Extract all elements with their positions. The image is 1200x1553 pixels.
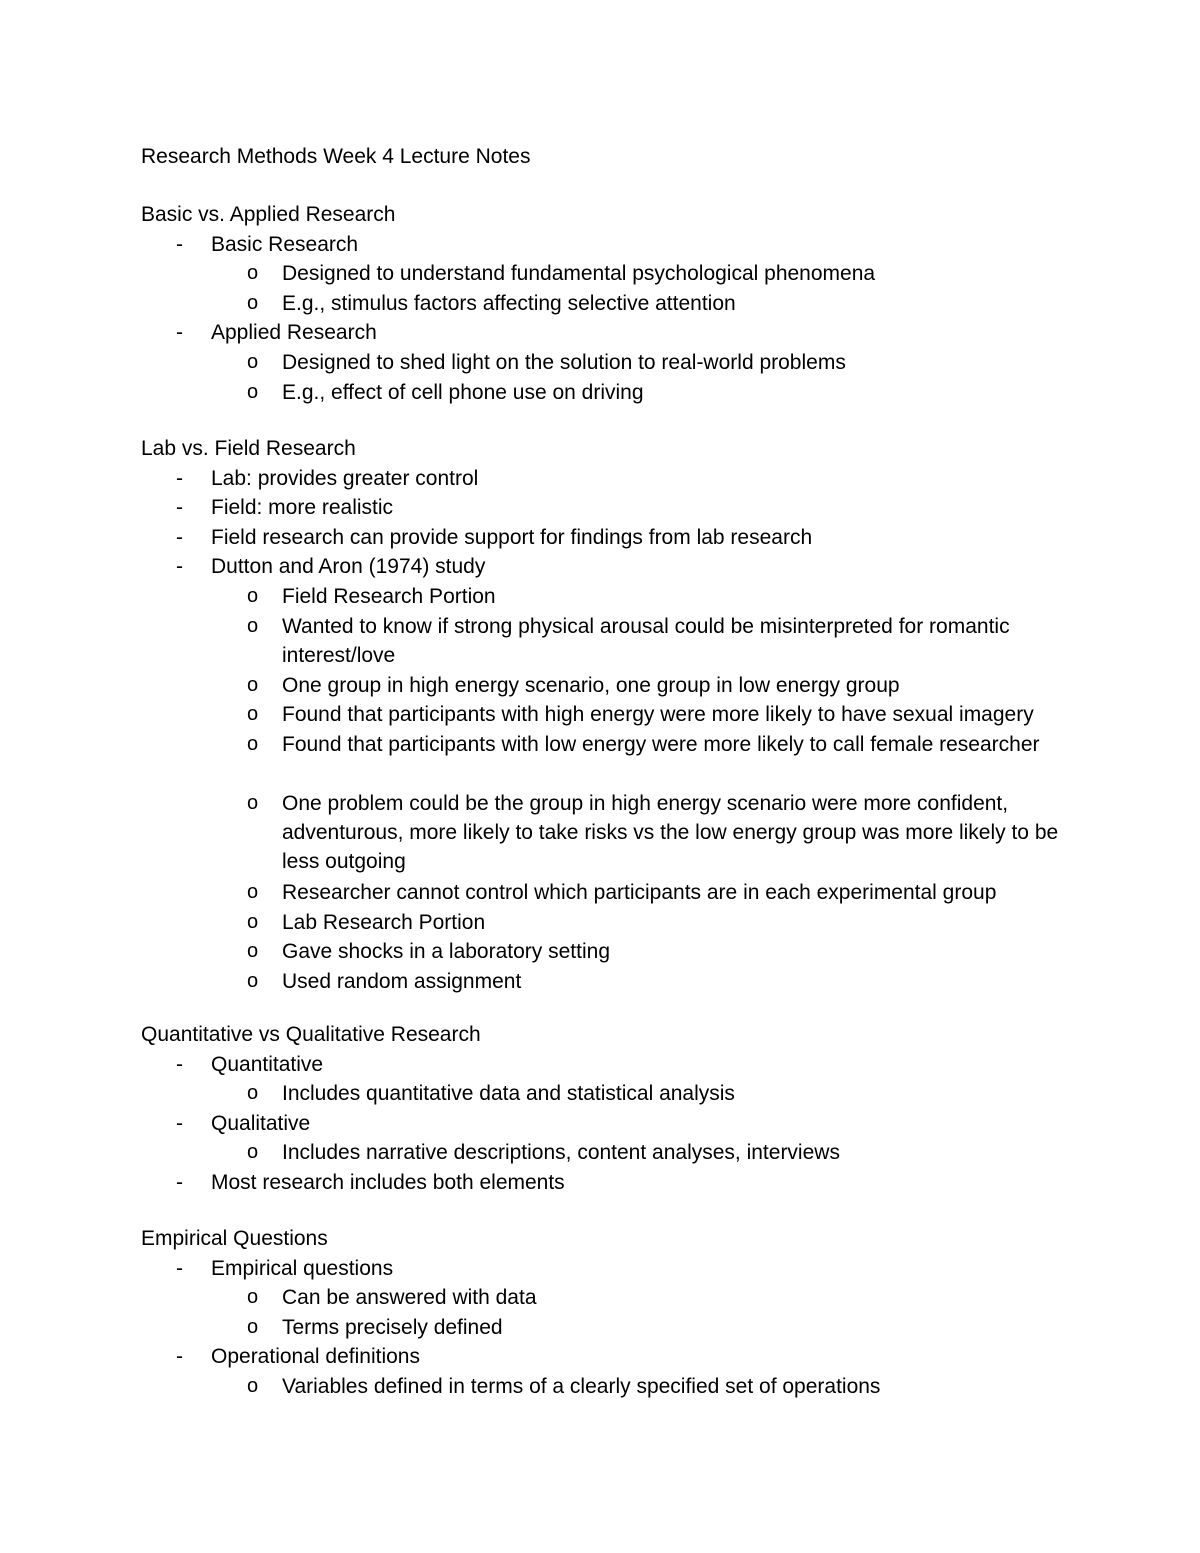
bullet-marker: o	[247, 262, 259, 285]
sub-list-item-text: Found that participants with low energy were more likely to call female researcher	[282, 733, 1040, 756]
section-heading: Quantitative vs Qualitative Research	[141, 1023, 481, 1046]
dash-marker: -	[176, 321, 183, 345]
sub-list-item-text: E.g., effect of cell phone use on driving	[282, 380, 644, 404]
bullet-marker: o	[247, 733, 259, 755]
list-item-text: Lab: provides greater control	[211, 466, 479, 490]
dash-marker: -	[176, 1345, 183, 1369]
sub-list-item-text: Terms precisely defined	[282, 1315, 503, 1339]
bullet-marker: o	[247, 910, 259, 933]
bullet-marker: o	[247, 673, 259, 696]
bullet-marker: o	[247, 1375, 259, 1397]
sub-list-item-text: Includes quantitative data and statistical analysis	[282, 1082, 735, 1106]
sub-list-item-text: Gave shocks in a laboratory setting	[282, 940, 611, 964]
dash-marker: -	[176, 1052, 183, 1076]
document-title: Research Methods Week 4 Lecture Notes	[141, 145, 531, 168]
sub-list-item-text: Researcher cannot control which participants are in each experimental group	[282, 881, 997, 904]
dash-marker: -	[176, 555, 183, 579]
sub-list-item-text: Designed to shed light on the solution to real-world problems	[282, 351, 846, 374]
list-item-text: Most research includes both elements	[211, 1171, 565, 1194]
bullet-marker: o	[247, 940, 259, 963]
sub-list-item-text: Wanted to know if strong physical arousal could be misinterpreted for romantic interest/love	[282, 614, 1010, 667]
list-item-text: Field: more realistic	[211, 496, 394, 520]
list-item-text: Qualitative	[211, 1111, 311, 1135]
section-heading: Empirical Questions	[141, 1227, 328, 1250]
list-item-text: Operational definitions	[211, 1345, 420, 1369]
dash-marker: -	[176, 1111, 183, 1135]
dash-marker: -	[176, 1171, 183, 1194]
sub-list-item-text: Variables defined in terms of a clearly specified set of operations	[282, 1375, 881, 1398]
dash-marker: -	[176, 232, 183, 256]
section-heading: Lab vs. Field Research	[141, 437, 356, 460]
sub-list-item-text: Used random assignment	[282, 969, 522, 993]
sub-list-item-text: One problem could be the group in high energy scenario were more confident, adventurous, more likely to take risks vs the low energy group was more likely to be less outgoing	[282, 792, 1059, 874]
list-item-text: Field research can provide support for findings from lab research	[211, 525, 813, 549]
bullet-marker: o	[247, 792, 259, 815]
bullet-marker: o	[247, 380, 259, 403]
dash-marker: -	[176, 466, 183, 490]
sub-list-item-text: Includes narrative descriptions, content analyses, interviews	[282, 1141, 840, 1165]
dash-marker: -	[176, 525, 183, 549]
dash-marker: -	[176, 496, 183, 520]
sub-list-item-text: Lab Research Portion	[282, 910, 486, 934]
bullet-marker: o	[247, 703, 259, 726]
sub-list-item-text: E.g., stimulus factors affecting selective attention	[282, 291, 736, 315]
sub-list-item-text: Can be answered with data	[282, 1286, 537, 1310]
list-item-text: Empirical questions	[211, 1256, 394, 1280]
bullet-marker: o	[247, 969, 259, 992]
list-item-text: Dutton and Aron (1974) study	[211, 555, 486, 579]
bullet-marker: o	[247, 1141, 259, 1164]
sub-list-item-text: Field Research Portion	[282, 585, 496, 608]
bullet-marker: o	[247, 291, 259, 314]
list-item-text: Applied Research	[211, 321, 377, 345]
sub-list-item-text: One group in high energy scenario, one group in low energy group	[282, 673, 900, 697]
dash-marker: -	[176, 1256, 183, 1280]
sub-list-item-text: Found that participants with high energy were more likely to have sexual imagery	[282, 703, 1034, 727]
bullet-marker: o	[247, 881, 259, 903]
bullet-marker: o	[247, 1082, 259, 1105]
sub-list-item-text: Designed to understand fundamental psychological phenomena	[282, 262, 876, 286]
section-heading: Basic vs. Applied Research	[141, 203, 396, 226]
bullet-marker: o	[247, 614, 259, 637]
bullet-marker: o	[247, 585, 259, 607]
bullet-marker: o	[247, 351, 259, 373]
list-item-text: Basic Research	[211, 232, 359, 256]
list-item-text: Quantitative	[211, 1052, 324, 1076]
bullet-marker: o	[247, 1286, 259, 1309]
bullet-marker: o	[247, 1315, 259, 1338]
